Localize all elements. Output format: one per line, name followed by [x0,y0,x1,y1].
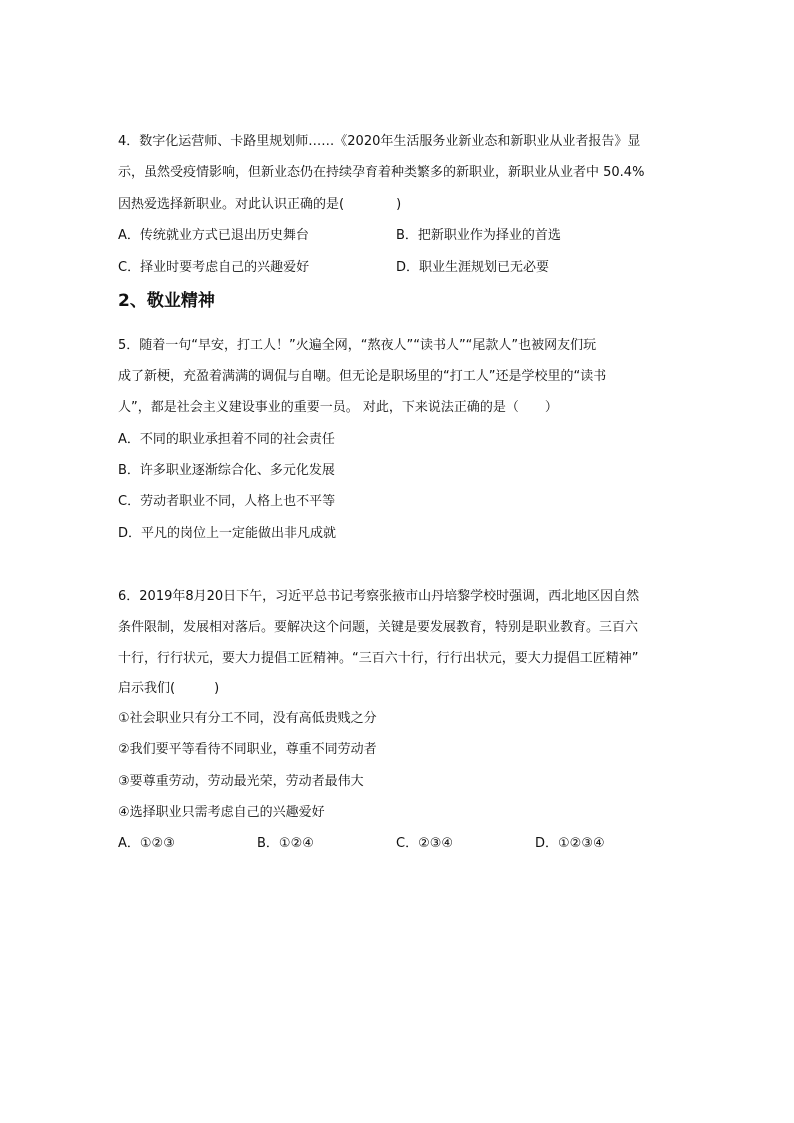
q6-option-a: A．①②③ [118,836,175,851]
q6-stem-line-2: 条件限制，发展相对落后。要解决这个问题，关键是要发展教育，特别是职业教育。三百六 [118,620,639,635]
q6-option-b: B．①②④ [257,836,314,851]
q5-stem-line-2: 成了新梗，充盈着满满的调侃与自嘲。但无论是职场里的“打工人”还是学校里的“读书 [118,369,607,384]
q6-option-d: D．①②③④ [535,836,605,851]
q6-statement-2: ②我们要平等看待不同职业，尊重不同劳动者 [118,742,377,757]
q6-stem-line-1: 6．2019年8月20日下午，习近平总书记考察张掖市山丹培黎学校时强调，西北地区因自然 [118,589,640,604]
q6-option-c: C．②③④ [396,836,454,851]
q5-stem-line-3: 人”，都是社会主义建设事业的重要一员。 对此，下来说法正确的是（ ） [118,400,558,415]
q4-option-b: B．把新职业作为择业的首选 [396,228,561,243]
q5-option-c: C．劳动者职业不同，人格上也不平等 [118,494,336,509]
q4-stem-line-2: 示，虽然受疫情影响，但新业态仍在持续孕育着种类繁多的新职业，新职业从业者中 50.4% [118,165,645,180]
q6-stem-line-3: 十行，行行状元，要大力提倡工匠精神。“三百六十行，行行出状元，要大力提倡工匠精神” [118,651,639,666]
q4-option-c: C．择业时要考虑自己的兴趣爱好 [118,260,310,275]
q4-option-a: A．传统就业方式已退出历史舞台 [118,228,309,243]
q4-option-d: D．职业生涯规划已无必要 [396,260,550,275]
q6-statement-1: ①社会职业只有分工不同，没有高低贵贱之分 [118,711,377,726]
q5-option-a: A．不同的职业承担着不同的社会责任 [118,432,335,447]
q4-stem-line-3: 因热爱选择新职业。对此认识正确的是( ) [118,197,402,212]
q6-statement-3: ③要尊重劳动，劳动最光荣，劳动者最伟大 [118,774,364,789]
q4-stem-line-1: 4．数字化运营师、卡路里规划师……《2020年生活服务业新业态和新职业从业者报告》显 [118,134,641,149]
q5-option-d: D．平凡的岗位上一定能做出非凡成就 [118,526,337,541]
q5-stem-line-1: 5．随着一句“早安，打工人！”火遍全网，“熬夜人”“读书人”“尾款人”也被网友们玩 [118,338,597,353]
q6-stem-line-4: 启示我们( ) [118,681,220,696]
section-heading: 2、敬业精神 [118,291,215,311]
q5-option-b: B．许多职业逐渐综合化、多元化发展 [118,463,335,478]
q6-statement-4: ④选择职业只需考虑自己的兴趣爱好 [118,805,325,820]
